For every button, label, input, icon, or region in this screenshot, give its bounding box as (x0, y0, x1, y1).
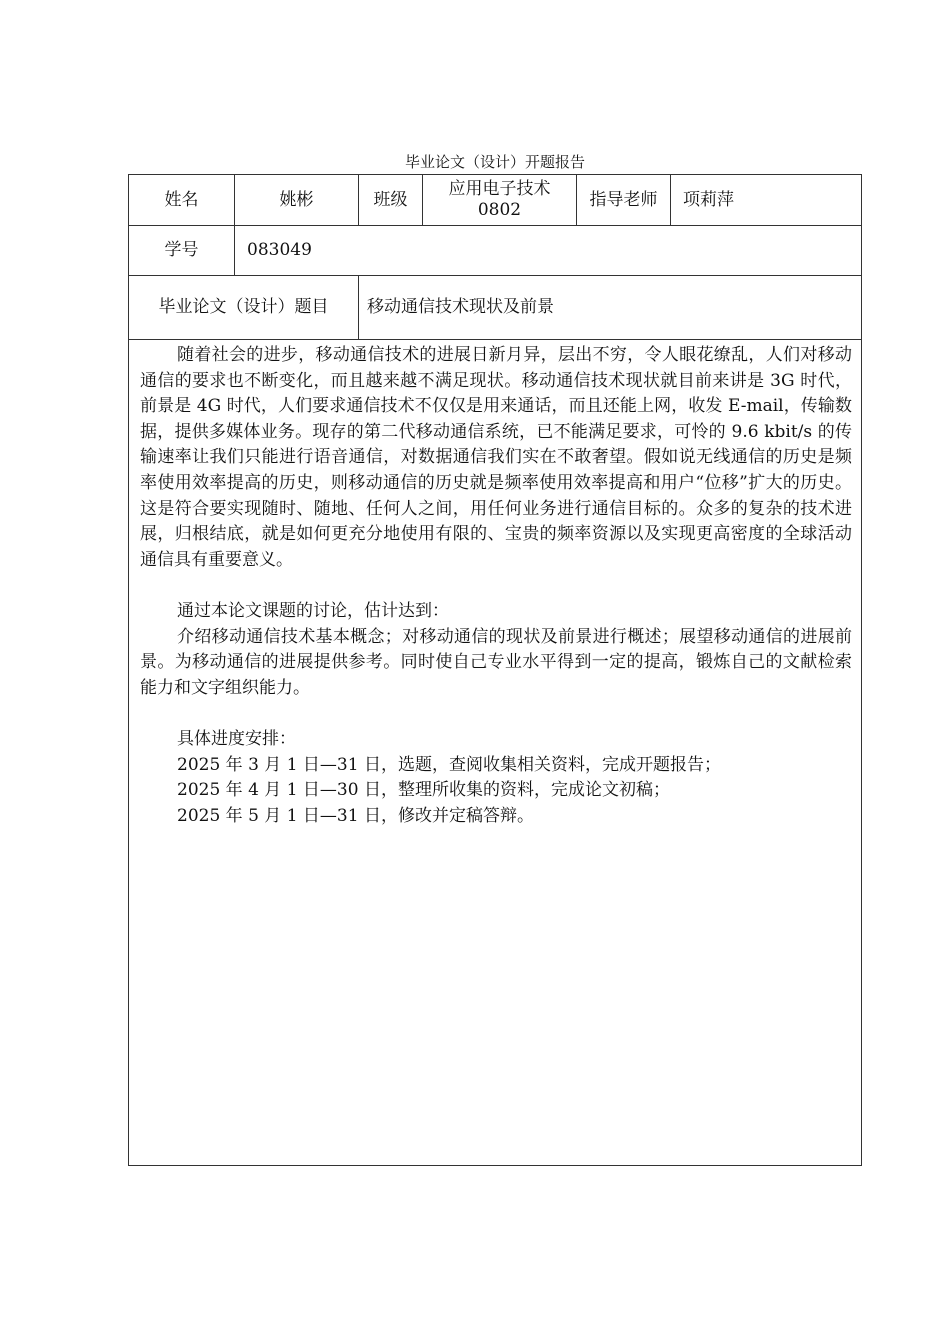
document-title: 毕业论文（设计）开题报告 (404, 153, 585, 171)
schedule-item: 2025 年 5 月 1 日—31 日，修改并定稿答辩。 (177, 805, 534, 826)
schedule-item: 2025 年 3 月 1 日—31 日，选题，查阅收集相关资料，完成开题报告； (177, 754, 721, 775)
name-value: 姚彬 (235, 175, 359, 225)
background-paragraph: 随着社会的进步，移动通信技术的进展日新月异，层出不穷，令人眼花缭乱，人们对移动通信的要求也不断变化，而且越来越不满足现状。移动通信技术现状就目前来讲是 3G 时代，前景是 4G 时代，人们要求通信技术不仅仅是用来通话，而且还能上网，收发 E-mail，传输数据，提供多媒体业务。现存的第二代移动通信系统，已不能满足要求，可怜的 9.6 kbit/s 的传输速率让我们只能进行语音通信，对数据通信我们实在不敢奢望。假如说无线通信的历史是频率使用效率提高的历史，则移动通信的历史就是频率使用效率提高和用户“位移”扩大的历史。这是符合要实现随时、随地、任何人之间，用任何业务进行通信目标的。众多的复杂的技术进展，归根结底，就是如何更充分地使用有限的、宝贵的频率资源以及实现更高密度的全球活动通信具有重要意义。 (140, 345, 852, 570)
class-value (423, 175, 577, 225)
proposal-content (129, 341, 861, 1165)
goal-paragraph: 介绍移动通信技术基本概念；对移动通信的现状及前景进行概述；展望移动通信的进展前景。为移动通信的进展提供参考。同时使自己专业水平得到一定的提高，锻炼自己的文献检索能力和文字组织能力。 (140, 626, 852, 698)
class-value-number: 0802 (477, 200, 522, 220)
schedule-item: 2025 年 4 月 1 日—30 日，整理所收集的资料，完成论文初稿； (177, 780, 670, 801)
topic-value: 移动通信技术现状及前景 (367, 297, 554, 317)
proposal-form (128, 174, 862, 1166)
class-label: 班级 (359, 175, 423, 225)
advisor-value: 项莉萍 (683, 189, 734, 210)
name-label: 姓名 (129, 175, 235, 225)
class-value-major: 应用电子技术 (448, 179, 551, 199)
student-id-value: 083049 (247, 240, 312, 260)
info-row-3 (129, 276, 861, 340)
goal-intro: 通过本论文课题的讨论，估计达到： (177, 600, 449, 621)
topic-label: 毕业论文（设计）题目 (129, 276, 359, 339)
student-id-label: 学号 (129, 226, 235, 275)
advisor-label: 指导老师 (577, 175, 671, 225)
info-row-1 (129, 175, 861, 226)
schedule-title: 具体进度安排： (177, 728, 296, 749)
info-row-2 (129, 226, 861, 276)
